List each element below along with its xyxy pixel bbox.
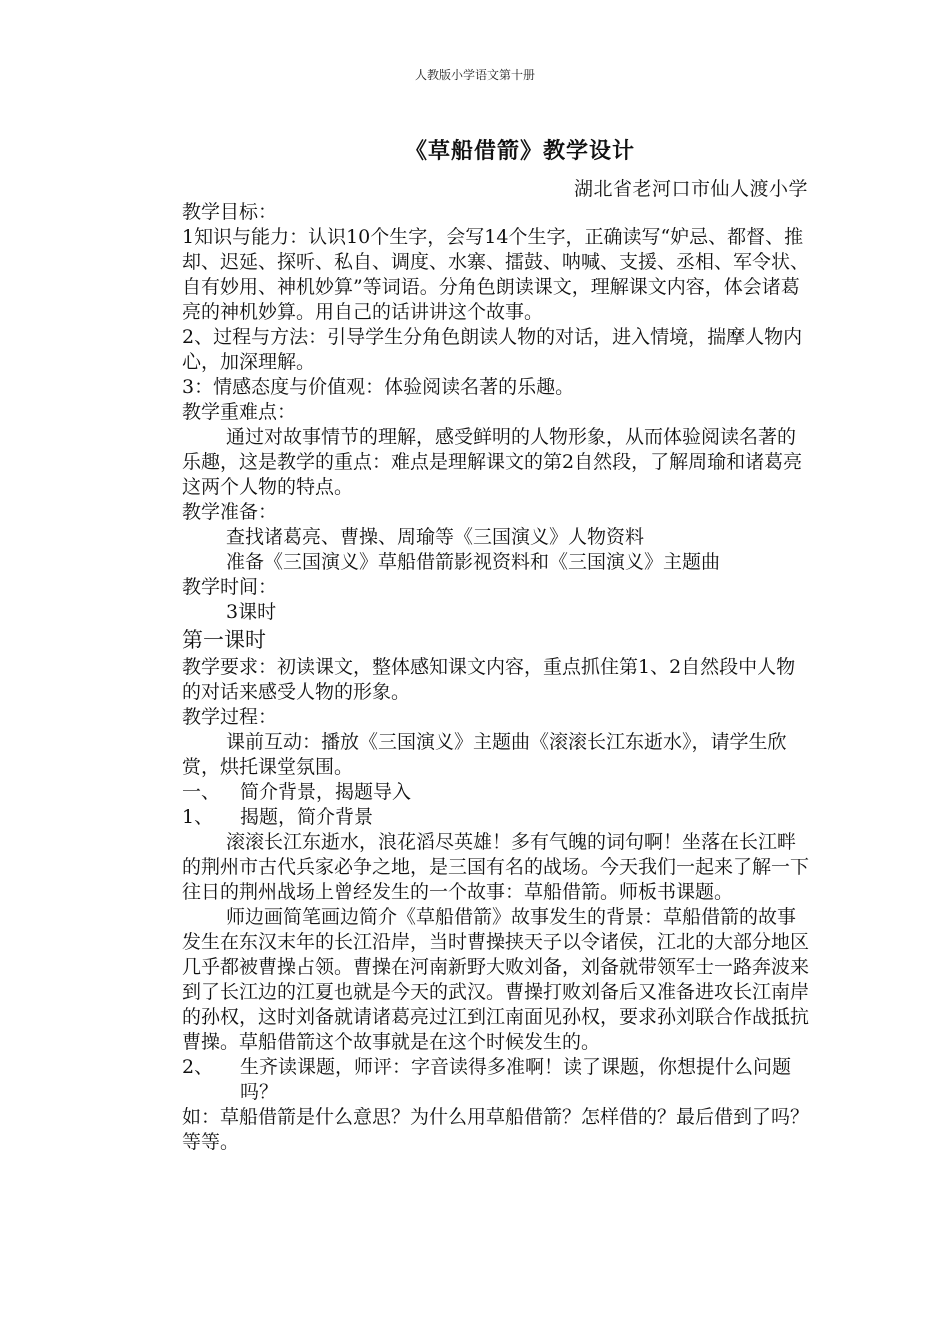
process-heading: 教学过程： — [182, 706, 278, 728]
pre-class-interaction: 课前互动：播放《三国演义》主题曲《滚滚长江东逝水》，请学生欣赏，烘托课堂氛围。 — [182, 731, 787, 778]
item-1-title: 揭题，简介背景 — [240, 806, 374, 828]
document-title: 《草船借箭》教学设计 — [404, 138, 635, 164]
section-1 — [182, 780, 812, 805]
example-questions: 如：草船借箭是什么意思？为什么用草船借箭？怎样借的？最后借到了吗？等等。 — [182, 1106, 810, 1153]
key-points-text: 通过对故事情节的理解，感受鲜明的人物形象，从而体验阅读名著的乐趣，这是教学的重点：难点是理解课文的第2自然段，了解周瑜和诸葛亮这两个人物的特点。 — [182, 426, 803, 498]
section-1-title: 简介背景，揭题导入 — [240, 781, 412, 803]
preparation-heading: 教学准备： — [182, 501, 278, 523]
lesson-requirements: 教学要求：初读课文，整体感知课文内容，重点抓住第1、2自然段中人物的对话来感受人物的形象。 — [182, 656, 796, 703]
item-1-number: 1、 — [182, 806, 214, 828]
preparation-item-1: 查找诸葛亮、曹操、周瑜等《三国演义》人物资料 — [226, 526, 645, 548]
item-2-number: 2、 — [182, 1056, 214, 1078]
item-2 — [182, 1055, 812, 1105]
key-points-heading: 教学重难点： — [182, 401, 297, 423]
goals-heading: 教学目标： — [182, 201, 278, 223]
goal-1: 1知识与能力：认识10个生字，会写14个生字，正确读写“妒忌、都督、推却、迟延、探听、私自、调度、水寨、擂鼓、呐喊、支援、丞相、军令状、自有妙用、神机妙算”等词语。分角色朗读课文，理解课文内容，体会诸葛亮的神机妙算。用自己的话讲讲这个故事。 — [182, 226, 810, 323]
page-header: 人教版小学语文第十册 — [414, 68, 535, 82]
lesson-1-title: 第一课时 — [182, 628, 266, 652]
time-value: 3课时 — [226, 601, 277, 623]
time-heading: 教学时间： — [182, 576, 278, 598]
section-1-number: 一、 — [182, 781, 221, 803]
background-paragraph-2: 师边画简笔画边简介《草船借箭》故事发生的背景：草船借箭的故事发生在东汉末年的长江沿岸，当时曹操挟天子以令诸侯，江北的大部分地区几乎都被曹操占领。曹操在河南新野大败刘备，刘备就带领军士一路奔波来到了长江边的江夏也就是今天的武汉。曹操打败刘备后又准备进攻长江南岸的孙权，这时刘备就请诸葛亮过江到江南面见孙权，要求孙刘联合作战抵抗曹操。草船借箭这个故事就是在这个时候发生的。 — [182, 906, 810, 1053]
goal-3: 3：情感态度与价值观：体验阅读名著的乐趣。 — [182, 376, 575, 398]
item-1 — [182, 805, 812, 830]
item-2-text: 生齐读课题，师评：字音读得多准啊！读了课题，你想提什么问题吗？ — [240, 1056, 792, 1103]
goal-2: 2、过程与方法：引导学生分角色朗读人物的对话，进入情境，揣摩人物内心，加深理解。 — [182, 326, 803, 373]
background-paragraph-1: 滚滚长江东逝水，浪花滔尽英雄！多有气魄的词句啊！坐落在长江畔的荆州市古代兵家必争之地，是三国有名的战场。今天我们一起来了解一下往日的荆州战场上曾经发生的一个故事：草船借箭。师板书课题。 — [182, 831, 810, 903]
author-school: 湖北省老河口市仙人渡小学 — [573, 178, 808, 200]
preparation-item-2: 准备《三国演义》草船借箭影视资料和《三国演义》主题曲 — [226, 551, 721, 573]
document-body — [182, 200, 812, 1155]
